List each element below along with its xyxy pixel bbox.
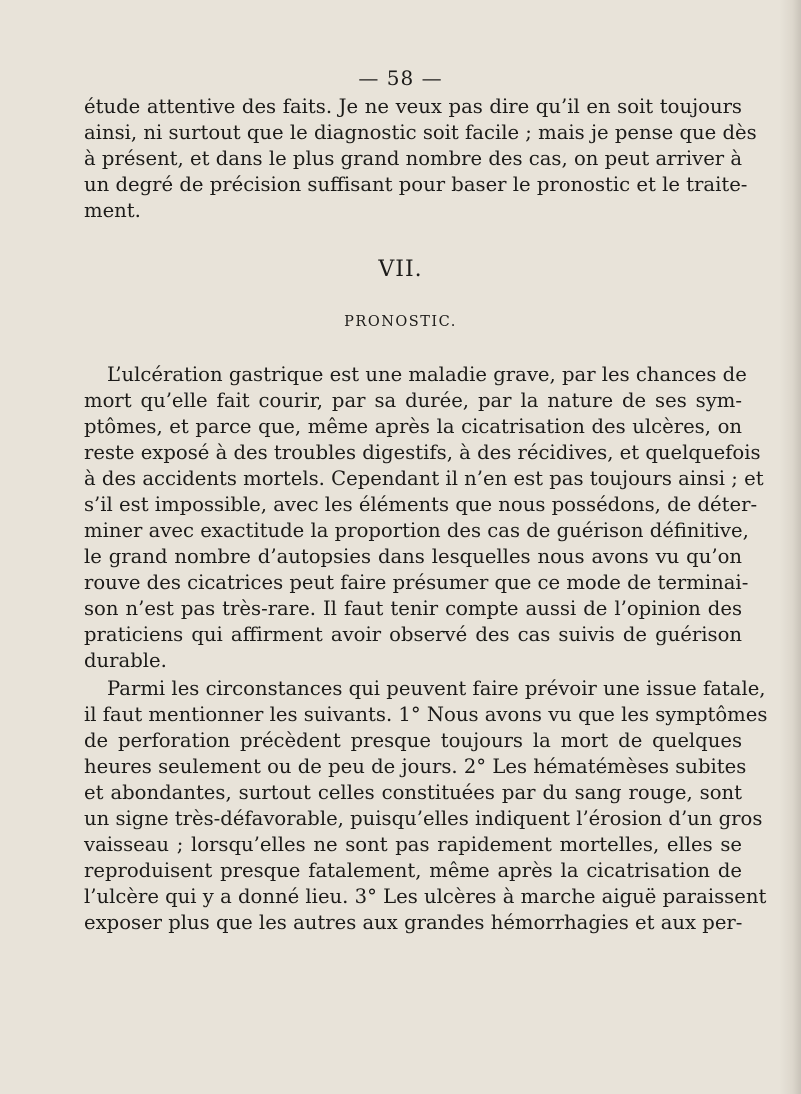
paragraph-2-line: L’ulcération gastrique est une maladie grave, par les chances de bbox=[107, 363, 747, 386]
paragraph-1-line: un degré de précision suffisant pour baser le pronostic et le traite- bbox=[84, 173, 748, 196]
section-number: VII. bbox=[378, 257, 423, 282]
paragraph-3-line: heures seulement ou de peu de jours. 2° Les hématémèses subites bbox=[84, 755, 747, 778]
paragraph-2-line: mort qu’elle fait courir, par sa durée, par la nature de ses sym- bbox=[84, 389, 742, 412]
paragraph-2-line: s’il est impossible, avec les éléments que nous possédons, de déter- bbox=[84, 493, 758, 516]
paragraph-3-line: reproduisent presque fatalement, même après la cicatrisation de bbox=[84, 859, 742, 882]
paragraph-3-line: et abondantes, surtout celles constituées par du sang rouge, sont bbox=[84, 781, 742, 804]
paragraph-3-line: l’ulcère qui y a donné lieu. 3° Les ulcères à marche aiguë paraissent bbox=[84, 885, 767, 908]
paragraph-2-line: le grand nombre d’autopsies dans lesquelles nous avons vu qu’on bbox=[84, 545, 742, 568]
paragraph-2-line: rouve des cicatrices peut faire présumer que ce mode de terminai- bbox=[84, 571, 749, 594]
paragraph-1-line: ainsi, ni surtout que le diagnostic soit facile ; mais je pense que dès bbox=[84, 121, 757, 144]
paragraph-2-line: à des accidents mortels. Cependant il n’en est pas toujours ainsi ; et bbox=[84, 467, 764, 490]
page-edge-shadow bbox=[779, 0, 801, 1094]
paragraph-1-line: étude attentive des faits. Je ne veux pas dire qu’il en soit toujours bbox=[84, 95, 742, 118]
paragraph-2-line: reste exposé à des troubles digestifs, à des récidives, et quelquefois bbox=[84, 441, 761, 464]
paragraph-3-line: Parmi les circonstances qui peuvent faire prévoir une issue fatale, bbox=[107, 677, 766, 700]
paragraph-1-line: ment. bbox=[84, 199, 141, 222]
paragraph-2-line: ptômes, et parce que, même après la cicatrisation des ulcères, on bbox=[84, 415, 742, 438]
paragraph-3-line: vaisseau ; lorsqu’elles ne sont pas rapidement mortelles, elles se bbox=[84, 833, 742, 856]
paragraph-1-line: à présent, et dans le plus grand nombre des cas, on peut arriver à bbox=[84, 147, 743, 170]
paragraph-2-line: son n’est pas très-rare. Il faut tenir compte aussi de l’opinion des bbox=[84, 597, 742, 620]
paragraph-3-line: de perforation précèdent presque toujours la mort de quelques bbox=[84, 729, 742, 752]
page-number: — 58 — bbox=[358, 66, 443, 90]
paragraph-2-line: durable. bbox=[84, 649, 167, 672]
paragraph-2-line: praticiens qui affirment avoir observé des cas suivis de guérison bbox=[84, 623, 742, 646]
paragraph-3-line: il faut mentionner les suivants. 1° Nous avons vu que les symptômes bbox=[84, 703, 768, 726]
paragraph-2-line: miner avec exactitude la proportion des cas de guérison définitive, bbox=[84, 519, 749, 542]
paragraph-3-line: un signe très-défavorable, puisqu’elles indiquent l’érosion d’un gros bbox=[84, 807, 763, 830]
section-title: PRONOSTIC. bbox=[344, 314, 457, 330]
paragraph-3-line: exposer plus que les autres aux grandes hémorrhagies et aux per- bbox=[84, 911, 743, 934]
